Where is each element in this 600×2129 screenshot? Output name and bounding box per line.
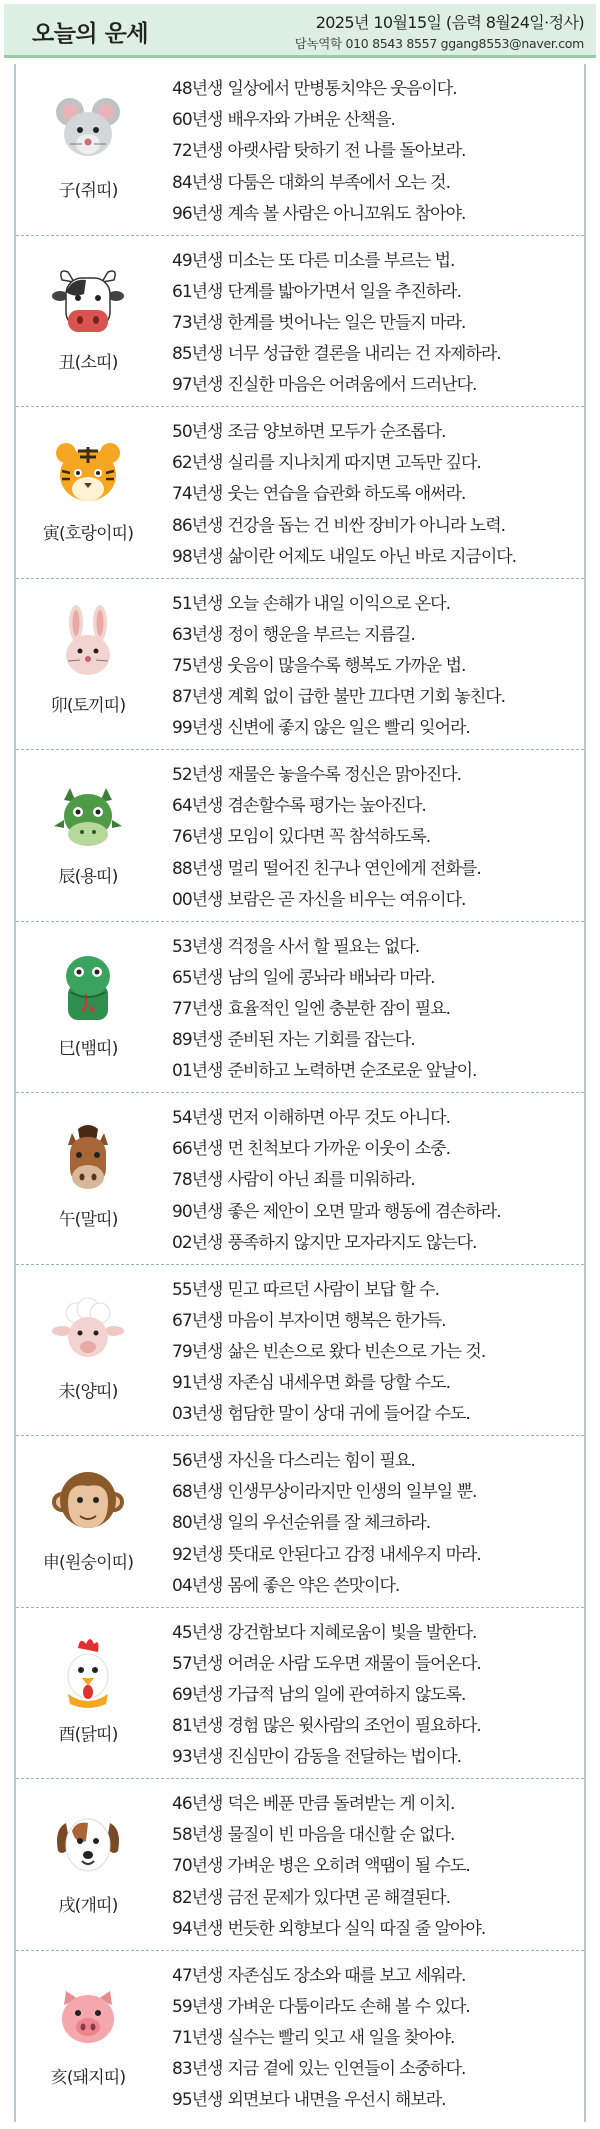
fortune-lines (172, 417, 582, 573)
birth-year: 69년생 (172, 1684, 223, 1705)
fortune-lines (172, 1275, 582, 1431)
birth-year: 67년생 (172, 1310, 223, 1331)
fortune-text: 실수는 빨리 잊고 새 일을 찾아야. (227, 2027, 455, 2048)
fortune-line (172, 339, 582, 370)
fortune-text: 일상에서 만병통치약은 웃음이다. (227, 79, 457, 99)
fortune-lines (172, 1446, 582, 1602)
zodiac-sign (24, 1805, 152, 1916)
zodiac-section (16, 922, 584, 1094)
fortune-text: 지금 곁에 있는 인연들이 소중하다. (227, 2059, 466, 2080)
fortune-line (172, 1197, 582, 1228)
fortune-list (14, 64, 586, 2122)
fortune-line (172, 1165, 582, 1196)
fortune-text: 겸손할수록 평가는 높아진다. (227, 796, 426, 817)
fortune-lines (172, 1103, 582, 1259)
zodiac-label: 卯(토끼띠) (50, 695, 126, 716)
fortune-text: 먼저 이해하면 아무 것도 아니다. (227, 1108, 450, 1128)
fortune-line (172, 168, 582, 199)
fortune-text: 한계를 벗어나는 일은 만들지 마라. (227, 312, 466, 333)
fortune-lines (172, 1618, 582, 1774)
zodiac-section (16, 579, 584, 751)
fortune-text: 건강을 돕는 건 비싼 장비가 아니라 노력. (227, 515, 506, 536)
fortune-line (172, 1337, 582, 1368)
fortune-text: 진심만이 감동을 전달하는 법이다. (227, 1747, 462, 1768)
birth-year: 80년생 (172, 1513, 223, 1534)
birth-year: 81년생 (172, 1716, 223, 1737)
fortune-text: 실리를 지나치게 따지면 고독만 깊다. (227, 453, 481, 474)
zodiac-sign (24, 433, 152, 544)
fortune-line (172, 417, 582, 448)
fortune-text: 금전 문제가 있다면 곧 해결된다. (227, 1887, 450, 1908)
fortune-text: 단계를 밟아가면서 일을 추진하라. (227, 281, 462, 302)
birth-year: 84년생 (172, 172, 223, 193)
zodiac-label: 戌(개띠) (58, 1896, 118, 1916)
birth-year: 03년생 (172, 1404, 223, 1425)
fortune-text: 계속 볼 사람은 아니꼬워도 참아야. (227, 203, 466, 224)
header-banner (4, 4, 596, 58)
fortune-line (172, 2023, 582, 2054)
zodiac-label: 未(양띠) (58, 1381, 118, 1402)
fortune-text: 자존심 내세우면 화를 당할 수도. (227, 1373, 450, 1394)
zodiac-sign (24, 1634, 152, 1745)
zodiac-section (16, 407, 584, 579)
zodiac-section (16, 1265, 584, 1437)
birth-year: 59년생 (172, 1996, 223, 2017)
fortune-text: 믿고 따르던 사람이 보답 할 수. (227, 1279, 439, 1300)
birth-year: 65년생 (172, 967, 223, 988)
fortune-line (172, 1820, 582, 1851)
fortune-text: 너무 성급한 결론을 내리는 건 자제하라. (227, 344, 501, 365)
birth-year: 89년생 (172, 1030, 223, 1051)
horse-icon (48, 1119, 128, 1199)
zodiac-sign (24, 90, 152, 201)
fortune-line (172, 932, 582, 963)
birth-year: 04년생 (172, 1575, 223, 1596)
fortune-line (172, 1851, 582, 1882)
fortune-line (172, 74, 582, 105)
birth-year: 90년생 (172, 1201, 223, 1222)
fortune-text: 가급적 남의 일에 관여하지 않도록. (227, 1684, 466, 1705)
rabbit-icon (48, 605, 128, 685)
fortune-text: 재물은 놓을수록 정신은 맑아진다. (227, 765, 462, 785)
fortune-lines (172, 589, 582, 745)
fortune-line (172, 1571, 582, 1602)
zodiac-section (16, 64, 584, 236)
zodiac-label: 巳(뱀띠) (58, 1038, 118, 1059)
birth-year: 91년생 (172, 1373, 223, 1394)
fortune-text: 물질이 빈 마음을 대신할 순 없다. (227, 1825, 455, 1846)
fortune-line (172, 822, 582, 853)
birth-year: 50년생 (172, 422, 223, 442)
zodiac-sign (24, 1119, 152, 1230)
fortune-line (172, 1306, 582, 1337)
birth-year: 73년생 (172, 312, 223, 333)
birth-year: 82년생 (172, 1887, 223, 1908)
fortune-text: 웃음이 많을수록 행복도 가까운 법. (227, 655, 466, 676)
fortune-line (172, 885, 582, 916)
birth-year: 47년생 (172, 1965, 223, 1986)
fortune-text: 뜻대로 안된다고 감정 내세우지 마라. (227, 1544, 481, 1565)
birth-year: 62년생 (172, 453, 223, 474)
fortune-text: 신변에 좋지 않은 일은 빨리 잊어라. (227, 718, 470, 739)
snake-icon (48, 948, 128, 1028)
birth-year: 49년생 (172, 250, 223, 271)
fortune-line (172, 1275, 582, 1306)
fortune-line (172, 1883, 582, 1914)
zodiac-sign (24, 262, 152, 373)
fortune-line (172, 994, 582, 1025)
zodiac-section (16, 1436, 584, 1608)
fortune-line (172, 308, 582, 339)
fortune-line (172, 620, 582, 651)
birth-year: 52년생 (172, 765, 223, 785)
zodiac-label: 申(원숭이띠) (42, 1553, 134, 1573)
fortune-line (172, 542, 582, 573)
fortune-line (172, 1477, 582, 1508)
zodiac-section (16, 236, 584, 408)
fortune-text: 보람은 곧 자신을 비우는 여유이다. (227, 889, 466, 910)
fortune-text: 험담한 말이 상대 귀에 들어갈 수도. (227, 1404, 470, 1425)
fortune-line (172, 651, 582, 682)
fortune-text: 강건함보다 지혜로움이 빛을 발한다. (227, 1622, 477, 1643)
fortune-line (172, 479, 582, 510)
zodiac-section (16, 1093, 584, 1265)
fortune-text: 마음이 부자이면 행복은 한가득. (227, 1310, 446, 1331)
pig-icon (48, 1977, 128, 2057)
fortune-line (172, 760, 582, 791)
fortune-line (172, 246, 582, 277)
fortune-text: 가벼운 병은 오히려 액땜이 될 수도. (227, 1856, 470, 1877)
fortune-text: 다툼은 대화의 부족에서 오는 것. (227, 172, 450, 193)
birth-year: 98년생 (172, 546, 223, 567)
fortune-line (172, 1789, 582, 1820)
fortune-line (172, 277, 582, 308)
fortune-text: 일의 우선순위를 잘 체크하라. (227, 1513, 431, 1534)
fortune-text: 배우자와 가벼운 산책을. (227, 110, 395, 131)
birth-year: 68년생 (172, 1482, 223, 1503)
fortune-line (172, 199, 582, 230)
fortune-lines (172, 932, 582, 1088)
zodiac-label: 午(말띠) (58, 1210, 118, 1230)
page-title: 오늘의 운세 (32, 21, 149, 47)
fortune-line (172, 713, 582, 744)
fortune-line (172, 1618, 582, 1649)
birth-year: 48년생 (172, 79, 223, 99)
fortune-text: 준비하고 노력하면 순조로운 앞날이. (227, 1061, 477, 1082)
birth-year: 53년생 (172, 936, 223, 957)
zodiac-label: 辰(용띠) (58, 867, 118, 887)
fortune-text: 오늘 손해가 내일 이익으로 온다. (227, 593, 450, 614)
birth-year: 96년생 (172, 203, 223, 224)
fortune-line (172, 1711, 582, 1742)
contact-line: 담녹역학 010 8543 8557 ggang8553@naver.com (294, 36, 584, 51)
birth-year: 02년생 (172, 1232, 223, 1253)
fortune-lines (172, 74, 582, 230)
birth-year: 46년생 (172, 1794, 223, 1814)
fortune-text: 풍족하지 않지만 모자라지도 않는다. (227, 1232, 477, 1253)
fortune-line (172, 2054, 582, 2085)
dragon-icon (48, 776, 128, 856)
birth-year: 95년생 (172, 2090, 223, 2111)
fortune-line (172, 791, 582, 822)
fortune-line (172, 136, 582, 167)
fortune-line (172, 963, 582, 994)
fortune-line (172, 682, 582, 713)
fortune-line (172, 448, 582, 479)
fortune-line (172, 1056, 582, 1087)
fortune-text: 경험 많은 윗사람의 조언이 필요하다. (227, 1716, 481, 1737)
fortune-text: 멀리 떨어진 친구나 연인에게 전화를. (227, 858, 481, 879)
birth-year: 57년생 (172, 1653, 223, 1674)
fortune-line (172, 2085, 582, 2116)
fortune-line (172, 1025, 582, 1056)
zodiac-sign (24, 1977, 152, 2088)
rat-icon (48, 90, 128, 170)
fortune-text: 준비된 자는 기회를 잡는다. (227, 1030, 415, 1051)
zodiac-sign (24, 605, 152, 716)
fortune-text: 덕은 베푼 만큼 돌려받는 게 이치. (227, 1794, 455, 1814)
fortune-line (172, 1961, 582, 1992)
birth-year: 60년생 (172, 110, 223, 131)
fortune-text: 남의 일에 콩놔라 배놔라 마라. (227, 967, 435, 988)
fortune-lines (172, 246, 582, 402)
fortune-line (172, 589, 582, 620)
birth-year: 71년생 (172, 2027, 223, 2048)
fortune-line (172, 511, 582, 542)
fortune-line (172, 1228, 582, 1259)
birth-year: 77년생 (172, 998, 223, 1019)
birth-year: 93년생 (172, 1747, 223, 1768)
fortune-line (172, 1680, 582, 1711)
fortune-lines (172, 1961, 582, 2117)
birth-year: 58년생 (172, 1825, 223, 1846)
fortune-line (172, 1540, 582, 1571)
fortune-line (172, 1992, 582, 2023)
date-line: 2025년 10월15일 (음력 8월24일·정사) (315, 13, 584, 32)
zodiac-section (16, 1951, 584, 2123)
fortune-text: 자존심도 장소와 때를 보고 세워라. (227, 1965, 466, 1986)
birth-year: 79년생 (172, 1341, 223, 1362)
fortune-text: 삶은 빈손으로 왔다 빈손으로 가는 것. (227, 1341, 486, 1362)
birth-year: 86년생 (172, 515, 223, 536)
zodiac-sign (24, 776, 152, 887)
fortune-text: 사람이 아닌 죄를 미워하라. (227, 1170, 415, 1191)
fortune-line (172, 370, 582, 401)
zodiac-section (16, 1608, 584, 1780)
fortune-line (172, 105, 582, 136)
fortune-text: 가벼운 다툼이라도 손해 볼 수 있다. (227, 1996, 470, 2017)
fortune-text: 인생무상이라지만 인생의 일부일 뿐. (227, 1482, 477, 1503)
birth-year: 76년생 (172, 827, 223, 848)
sheep-icon (48, 1291, 128, 1371)
fortune-line (172, 1446, 582, 1477)
zodiac-label: 子(쥐띠) (58, 181, 118, 201)
zodiac-label: 亥(돼지띠) (50, 2067, 126, 2088)
birth-year: 61년생 (172, 281, 223, 302)
fortune-line (172, 1914, 582, 1945)
zodiac-sign (24, 1291, 152, 1402)
birth-year: 55년생 (172, 1279, 223, 1300)
zodiac-label: 丑(소띠) (58, 352, 118, 373)
fortune-text: 먼 친척보다 가까운 이웃이 소중. (227, 1139, 450, 1160)
zodiac-label: 酉(닭띠) (58, 1724, 118, 1745)
zodiac-section (16, 1779, 584, 1951)
fortune-line (172, 1508, 582, 1539)
fortune-text: 좋은 제안이 오면 말과 행동에 겸손하라. (227, 1201, 501, 1222)
fortune-text: 계획 없이 급한 불만 끄다면 기회 놓친다. (227, 687, 506, 708)
birth-year: 51년생 (172, 593, 223, 614)
zodiac-sign (24, 1462, 152, 1573)
fortune-text: 정이 행운을 부르는 지름길. (227, 624, 415, 645)
birth-year: 72년생 (172, 141, 223, 162)
birth-year: 64년생 (172, 796, 223, 817)
cow-icon (48, 262, 128, 342)
zodiac-sign (24, 948, 152, 1059)
birth-year: 56년생 (172, 1451, 223, 1471)
fortune-text: 웃는 연습을 습관화 하도록 애써라. (227, 484, 466, 505)
fortune-text: 어려운 사람 도우면 재물이 들어온다. (227, 1653, 481, 1674)
birth-year: 66년생 (172, 1139, 223, 1160)
birth-year: 85년생 (172, 344, 223, 365)
fortune-line (172, 854, 582, 885)
fortune-text: 자신을 다스리는 힘이 필요. (227, 1451, 415, 1471)
monkey-icon (48, 1462, 128, 1542)
birth-year: 97년생 (172, 375, 223, 396)
fortune-lines (172, 1789, 582, 1945)
birth-year: 70년생 (172, 1856, 223, 1877)
birth-year: 94년생 (172, 1918, 223, 1939)
fortune-line (172, 1368, 582, 1399)
fortune-lines (172, 760, 582, 916)
birth-year: 00년생 (172, 889, 223, 910)
fortune-line (172, 1742, 582, 1773)
birth-year: 92년생 (172, 1544, 223, 1565)
fortune-text: 걱정을 사서 할 필요는 없다. (227, 936, 420, 957)
birth-year: 88년생 (172, 858, 223, 879)
fortune-text: 모임이 있다면 꼭 참석하도록. (227, 827, 431, 848)
birth-year: 87년생 (172, 687, 223, 708)
fortune-line (172, 1134, 582, 1165)
birth-year: 74년생 (172, 484, 223, 505)
fortune-text: 삶이란 어제도 내일도 아닌 바로 지금이다. (227, 546, 517, 567)
tiger-icon (48, 433, 128, 513)
fortune-text: 몸에 좋은 약은 쓴맛이다. (227, 1575, 400, 1596)
birth-year: 54년생 (172, 1108, 223, 1128)
birth-year: 83년생 (172, 2059, 223, 2080)
birth-year: 45년생 (172, 1622, 223, 1643)
fortune-text: 조금 양보하면 모두가 순조롭다. (227, 422, 446, 442)
birth-year: 01년생 (172, 1061, 223, 1082)
birth-year: 99년생 (172, 718, 223, 739)
fortune-text: 효율적인 일엔 충분한 잠이 필요. (227, 998, 450, 1019)
birth-year: 78년생 (172, 1170, 223, 1191)
fortune-text: 미소는 또 다른 미소를 부르는 법. (227, 250, 455, 271)
fortune-text: 번듯한 외향보다 실익 따질 줄 알아야. (227, 1918, 486, 1939)
zodiac-label: 寅(호랑이띠) (42, 524, 134, 544)
fortune-text: 진실한 마음은 어려움에서 드러난다. (227, 375, 477, 396)
fortune-line (172, 1649, 582, 1680)
fortune-text: 외면보다 내면을 우선시 해보라. (227, 2090, 446, 2111)
zodiac-section (16, 750, 584, 922)
dog-icon (48, 1805, 128, 1885)
fortune-text: 아랫사람 탓하기 전 나를 돌아보라. (227, 141, 466, 162)
fortune-line (172, 1103, 582, 1134)
birth-year: 63년생 (172, 624, 223, 645)
birth-year: 75년생 (172, 655, 223, 676)
fortune-line (172, 1399, 582, 1430)
rooster-icon (48, 1634, 128, 1714)
